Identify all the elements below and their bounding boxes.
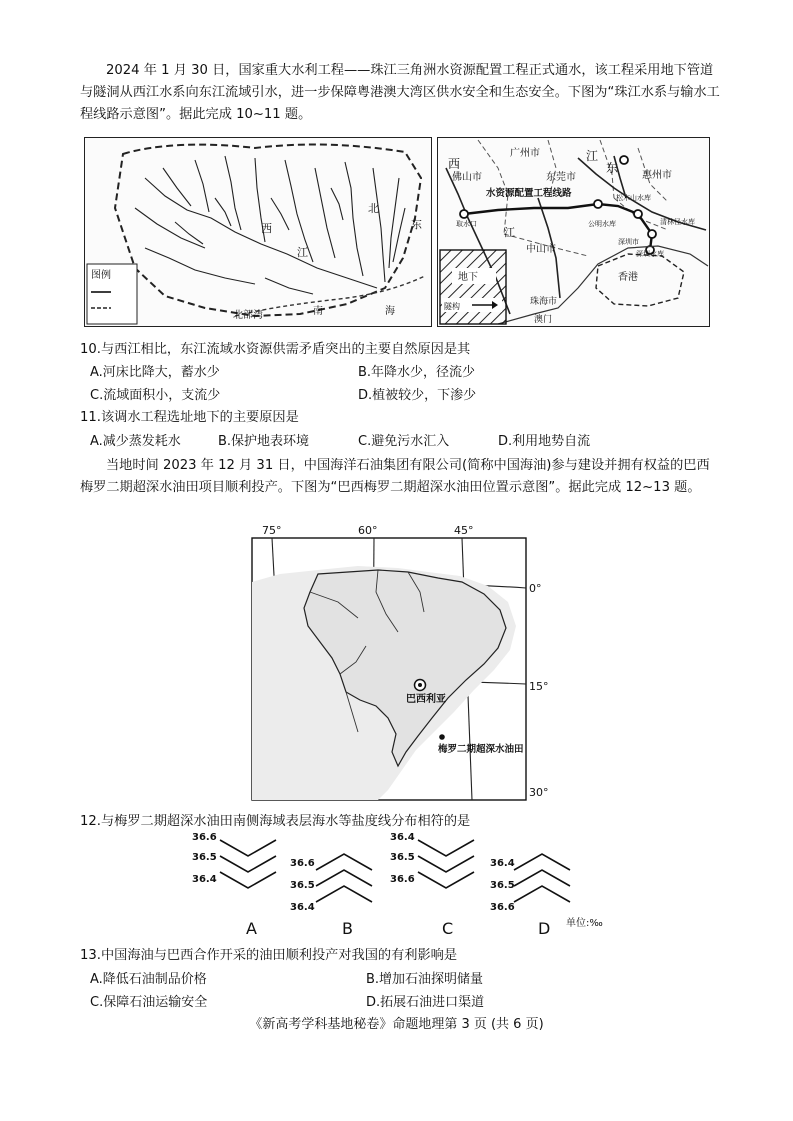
label-lat-15: 15° bbox=[529, 680, 548, 693]
label-macao: 澳门 bbox=[534, 315, 553, 325]
map-legend bbox=[87, 264, 137, 324]
q10-option-b[interactable]: B.年降水少，径流少 bbox=[358, 365, 476, 380]
salinity-isoline-options bbox=[190, 826, 620, 942]
label-project: 水资源配置工程线路 bbox=[486, 188, 572, 199]
label-gongming: 公明水库 bbox=[588, 220, 616, 228]
label-foshan: 佛山市 bbox=[452, 172, 482, 183]
label-bei: 北 bbox=[368, 202, 379, 215]
intro-paragraph-1: 2024 年 1 月 30 日，国家重大水利工程——珠江三角洲水资源配置工程正式通水，该工程采用地下管道与隧洞从西江水系向东江流域引水，进一步保障粤港澳大湾区供水安全和生态安全。下图为“珠江水系与输水工程线路示意图”。据此完成 10~11 题。 bbox=[80, 63, 720, 122]
label-lon-45: 45° bbox=[454, 524, 474, 537]
q10-option-a[interactable]: A.河床比降大，蓄水少 bbox=[90, 365, 220, 380]
label-nan: 南 bbox=[313, 306, 323, 317]
fig-b-val-2: 36.5 bbox=[290, 880, 315, 891]
water-transfer-route-map bbox=[437, 137, 710, 327]
fig-a-letter[interactable]: A bbox=[246, 919, 257, 938]
label-xi: 西 bbox=[448, 157, 461, 171]
label-bay: 北部湾 bbox=[233, 310, 263, 321]
fig-d-val-3: 36.6 bbox=[490, 902, 515, 913]
fig-d-val-2: 36.5 bbox=[490, 880, 515, 891]
label-zhongshan: 中山市 bbox=[526, 244, 556, 255]
label-guangzhou: 广州市 bbox=[510, 148, 540, 159]
label-dixia: 地下 bbox=[458, 272, 478, 283]
fig-a-val-3: 36.4 bbox=[192, 874, 217, 885]
label-cross-b: 隧构 bbox=[444, 302, 460, 311]
legend-title: 图例 bbox=[91, 270, 111, 281]
label-jiang-a: 江 bbox=[504, 226, 515, 239]
label-zhuhai: 珠海市 bbox=[530, 297, 558, 307]
fig-c-val-1: 36.4 bbox=[390, 832, 415, 843]
fig-b-val-1: 36.6 bbox=[290, 858, 315, 869]
label-shenzhen-res: 深圳水库 bbox=[636, 250, 664, 258]
fig-a-val-1: 36.6 bbox=[192, 832, 217, 843]
question-12-stem: 12.与梅罗二期超深水油田南侧海域表层海水等盐度线分布相符的是 bbox=[80, 814, 471, 829]
label-dongguan: 东莞市 bbox=[546, 172, 576, 183]
label-jiang: 江 bbox=[297, 246, 308, 259]
salinity-unit: 单位:‰ bbox=[566, 918, 603, 929]
fig-c-letter[interactable]: C bbox=[442, 919, 454, 938]
label-qingshui: 清林径水库 bbox=[660, 218, 695, 226]
label-jiekou: 取水口 bbox=[456, 220, 477, 228]
label-hai: 海 bbox=[385, 306, 395, 317]
q13-option-b[interactable]: B.增加石油探明储量 bbox=[366, 972, 484, 987]
question-10-stem: 10.与西江相比，东江流域水资源供需矛盾突出的主要自然原因是其 bbox=[80, 342, 471, 357]
label-dong: 东 bbox=[411, 218, 422, 231]
fig-b-letter[interactable]: B bbox=[342, 919, 353, 938]
question-13-stem: 13.中国海油与巴西合作开采的油田顺利投产对我国的有利影响是 bbox=[80, 948, 458, 963]
label-lat-0: 0° bbox=[529, 582, 542, 595]
fig-a-val-2: 36.5 bbox=[192, 852, 217, 863]
q13-option-d[interactable]: D.拓展石油进口渠道 bbox=[366, 995, 485, 1010]
page-footer: 《新高考学科基地秘卷》命题地理第 3 页 (共 6 页) bbox=[249, 1017, 544, 1032]
label-jiang-b: 江 bbox=[586, 149, 599, 163]
label-dong: 东 bbox=[606, 161, 619, 175]
q11-option-b[interactable]: B.保护地表环境 bbox=[218, 434, 310, 449]
q11-option-a[interactable]: A.减少蒸发耗水 bbox=[90, 434, 181, 449]
label-lat-30: 30° bbox=[529, 786, 548, 799]
q10-option-c[interactable]: C.流域面积小，支流少 bbox=[90, 388, 221, 403]
fig-c-val-2: 36.5 bbox=[390, 852, 415, 863]
fig-c-val-3: 36.6 bbox=[390, 874, 415, 885]
q13-option-a[interactable]: A.降低石油制品价格 bbox=[90, 972, 207, 987]
label-huizhou: 惠州市 bbox=[642, 170, 672, 181]
label-brasilia: 巴西利亚 bbox=[406, 694, 446, 705]
fig-d-val-1: 36.4 bbox=[490, 858, 515, 869]
label-xi: 西 bbox=[261, 222, 272, 235]
label-songmu: 松木山水库 bbox=[616, 194, 651, 202]
pearl-river-system-map bbox=[84, 137, 432, 327]
intro-paragraph-2: 当地时间 2023 年 12 月 31 日，中国海洋石油集团有限公司(简称中国海油)参与建设并拥有权益的巴西梅罗二期超深水油田项目顺利投产。下图为“巴西梅罗二期超深水油田位置示意图”。据此完成 12~13 题。 bbox=[80, 458, 710, 495]
q13-option-c[interactable]: C.保障石油运输安全 bbox=[90, 995, 208, 1010]
q11-option-c[interactable]: C.避免污水汇入 bbox=[358, 434, 450, 449]
label-shenzhen: 深圳市 bbox=[618, 238, 639, 246]
q10-option-d[interactable]: D.植被较少，下渗少 bbox=[358, 388, 477, 403]
q11-option-d[interactable]: D.利用地势自流 bbox=[498, 434, 591, 449]
fig-b-val-3: 36.4 bbox=[290, 902, 315, 913]
label-lon-60: 60° bbox=[358, 524, 378, 537]
label-hk: 香港 bbox=[618, 272, 638, 283]
brazil-oilfield-map bbox=[248, 522, 548, 807]
fig-d-letter[interactable]: D bbox=[538, 919, 551, 938]
question-11-stem: 11.该调水工程选址地下的主要原因是 bbox=[80, 410, 299, 425]
label-oilfield: 梅罗二期超深水油田 bbox=[438, 744, 524, 755]
label-lon-75: 75° bbox=[262, 524, 282, 537]
